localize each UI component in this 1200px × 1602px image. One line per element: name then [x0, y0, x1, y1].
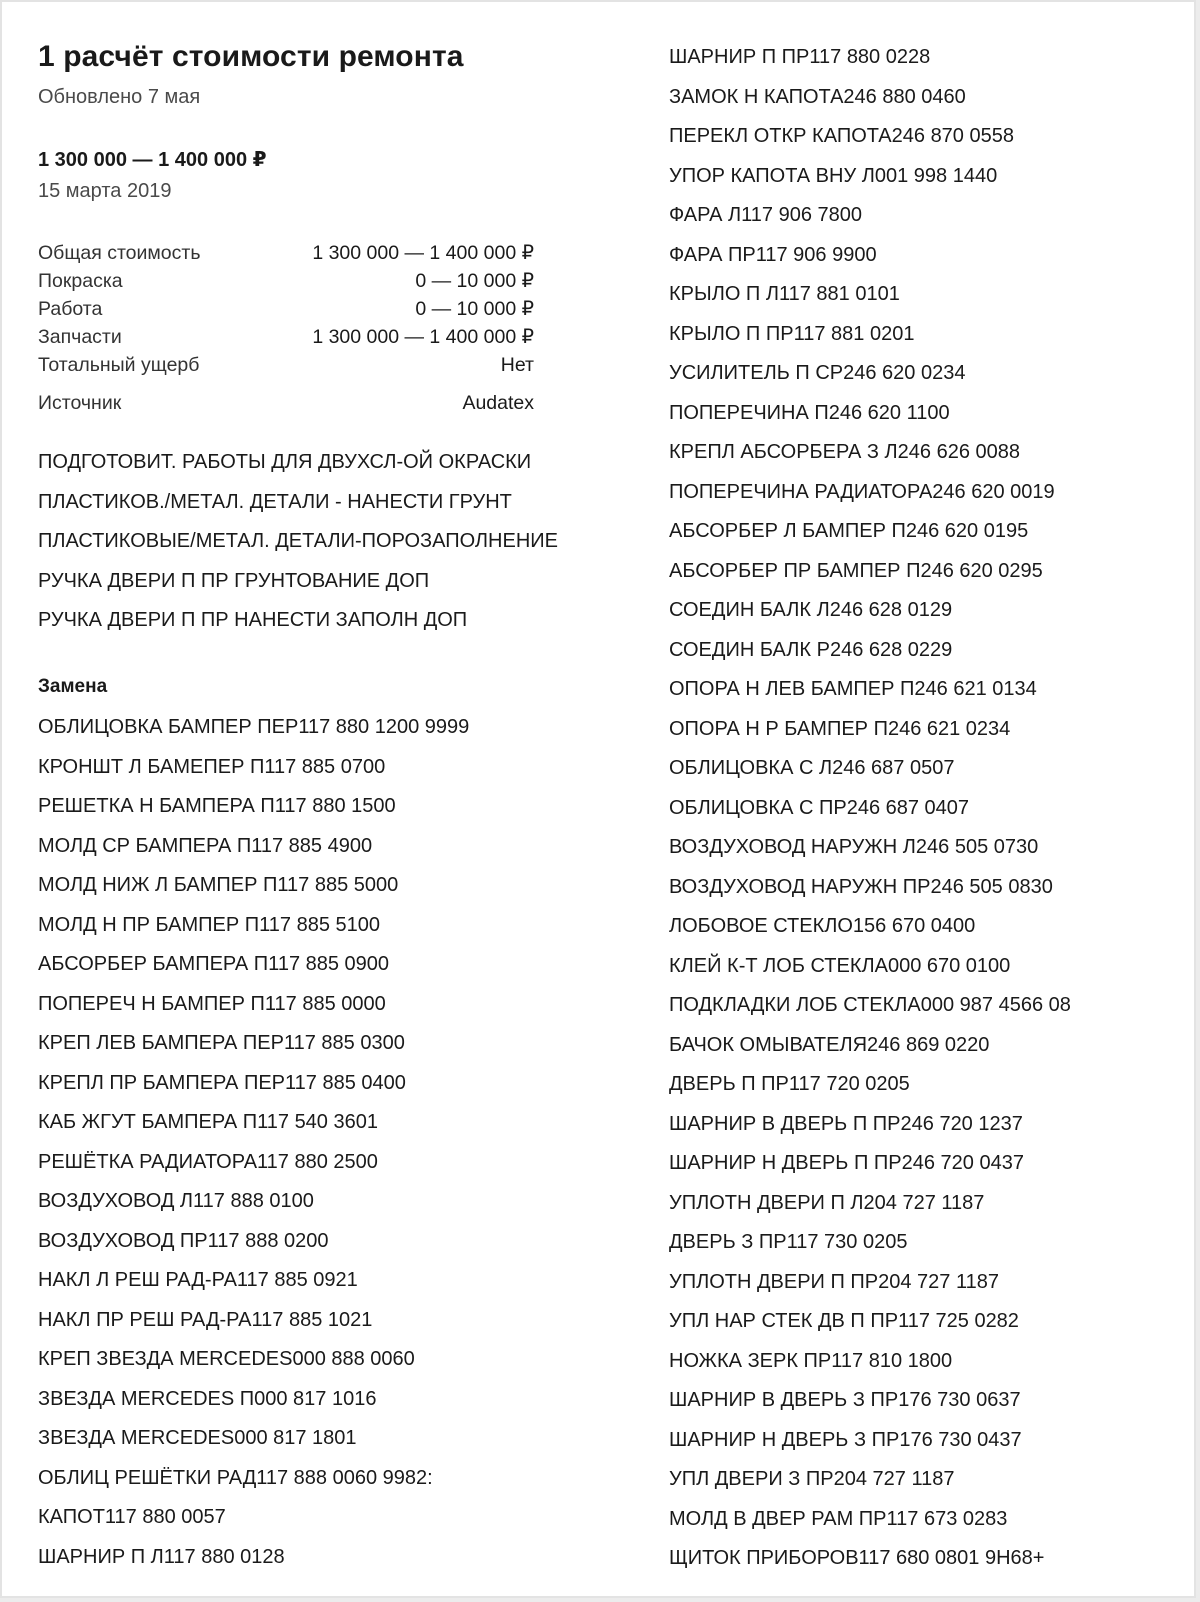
part-item: МОЛД НИЖ Л БАМПЕР П117 885 5000: [38, 874, 399, 896]
summary-label: Общая стоимость: [38, 242, 201, 264]
part-item: НАКЛ Л РЕШ РАД-РА117 885 0921: [38, 1269, 358, 1291]
part-item: ОПОРА Н ЛЕВ БАМПЕР П246 621 0134: [669, 678, 1037, 700]
part-item: ВОЗДУХОВОД Л117 888 0100: [38, 1190, 314, 1212]
part-item: АБСОРБЕР Л БАМПЕР П246 620 0195: [669, 520, 1029, 542]
part-item: МОЛД Н ПР БАМПЕР П117 885 5100: [38, 913, 381, 936]
summary-label: Работа: [38, 298, 103, 320]
part-item: АБСОРБЕР БАМПЕРА П117 885 0900: [38, 953, 390, 975]
summary-label: Покраска: [38, 270, 123, 292]
work-item: РУЧКА ДВЕРИ П ПР ГРУНТОВАНИЕ ДОП: [38, 569, 430, 592]
part-item: ЗВЕЗДА MERCEDES П000 817 1016: [38, 1387, 377, 1410]
part-item: УПЛ НАР СТЕК ДВ П ПР117 725 0282: [669, 1310, 1019, 1332]
part-item: ПОПЕРЕЧИНА РАДИАТОРА246 620 0019: [669, 480, 1055, 503]
part-item: ФАРА ПР117 906 9900: [669, 243, 877, 266]
part-item: ВОЗДУХОВОД НАРУЖН Л246 505 0730: [669, 836, 1039, 858]
part-item: КРЕПЛ АБСОРБЕРА З Л246 626 0088: [669, 441, 1020, 463]
part-item: УСИЛИТЕЛЬ П СР246 620 0234: [669, 362, 966, 384]
estimate-date: 15 марта 2019: [38, 180, 172, 202]
part-item: ЛОБОВОЕ СТЕКЛО156 670 0400: [669, 915, 976, 937]
part-item: ФАРА Л117 906 7800: [669, 204, 862, 226]
part-item: ОБЛИЦ РЕШЁТКИ РАД117 888 0060 9982:: [38, 1466, 433, 1489]
part-item: МОЛД СР БАМПЕРА П117 885 4900: [38, 834, 373, 857]
part-item: ПЕРЕКЛ ОТКР КАПОТА246 870 0558: [669, 125, 1014, 147]
part-item: ПОПЕРЕЧ Н БАМПЕР П117 885 0000: [38, 992, 386, 1015]
part-item: УПЛОТН ДВЕРИ П ПР204 727 1187: [669, 1270, 999, 1293]
replacement-list-left: [38, 715, 469, 1584]
part-item: КРОНШТ Л БАМЕПЕР П117 885 0700: [38, 755, 386, 778]
part-item: ШАРНИР Н ДВЕРЬ П ПР246 720 0437: [669, 1152, 1024, 1174]
part-item: РЕШЁТКА РАДИАТОРА117 880 2500: [38, 1150, 378, 1173]
summary-value: 0 — 10 000 ₽: [415, 298, 534, 320]
work-item: ПОДГОТОВИТ. РАБОТЫ ДЛЯ ДВУХСЛ-ОЙ ОКРАСКИ: [38, 451, 532, 473]
part-item: ЩИТОК ПРИБОРОВ117 680 0801 9Н68+: [669, 1547, 1045, 1569]
part-item: КЛЕЙ К-Т ЛОБ СТЕКЛА000 670 0100: [669, 954, 1011, 977]
part-item: ЗАМОК Н КАПОТА246 880 0460: [669, 85, 966, 108]
part-item: ЗВЕЗДА MERCEDES000 817 1801: [38, 1427, 357, 1449]
part-item: КАБ ЖГУТ БАМПЕРА П117 540 3601: [38, 1111, 378, 1133]
works-list: [38, 450, 558, 648]
summary-row-source: [38, 389, 534, 417]
replacement-list-right: [669, 45, 1071, 1586]
summary-value: 0 — 10 000 ₽: [415, 270, 534, 292]
part-item: АБСОРБЕР ПР БАМПЕР П246 620 0295: [669, 559, 1043, 582]
price-range: 1 300 000 — 1 400 000 ₽: [38, 149, 267, 171]
part-item: КРЕП ЗВЕЗДА MERCEDES000 888 0060: [38, 1348, 415, 1370]
part-item: ПОПЕРЕЧИНА П246 620 1100: [669, 401, 950, 424]
part-item: СОЕДИН БАЛК Р246 628 0229: [669, 638, 953, 661]
part-item: ОБЛИЦОВКА С ПР246 687 0407: [669, 796, 970, 819]
summary-label: Тотальный ущерб: [38, 354, 200, 376]
summary-row-painting: [38, 267, 534, 295]
part-item: ДВЕРЬ П ПР117 720 0205: [669, 1073, 910, 1095]
part-item: КРЕП ЛЕВ БАМПЕРА ПЕР117 885 0300: [38, 1032, 405, 1054]
part-item: КРЫЛО П Л117 881 0101: [669, 283, 900, 305]
work-item: РУЧКА ДВЕРИ П ПР НАНЕСТИ ЗАПОЛН ДОП: [38, 609, 468, 631]
part-item: ДВЕРЬ З ПР117 730 0205: [669, 1231, 908, 1253]
summary-row-total: [38, 239, 534, 267]
part-item: МОЛД В ДВЕР РАМ ПР117 673 0283: [669, 1507, 1008, 1530]
part-item: ОПОРА Н Р БАМПЕР П246 621 0234: [669, 717, 1011, 740]
cost-summary: [38, 239, 534, 417]
part-item: УПЛ ДВЕРИ З ПР204 727 1187: [669, 1468, 955, 1490]
part-item: РЕШЕТКА Н БАМПЕРА П117 880 1500: [38, 795, 396, 817]
part-item: ВОЗДУХОВОД НАРУЖН ПР246 505 0830: [669, 875, 1053, 898]
part-item: УПЛОТН ДВЕРИ П Л204 727 1187: [669, 1191, 985, 1214]
work-item: ПЛАСТИКОВ./МЕТАЛ. ДЕТАЛИ - НАНЕСТИ ГРУНТ: [38, 490, 512, 513]
summary-value: 1 300 000 — 1 400 000 ₽: [312, 326, 534, 348]
part-item: ОБЛИЦОВКА БАМПЕР ПЕР117 880 1200 9999: [38, 716, 470, 738]
work-item: ПЛАСТИКОВЫЕ/МЕТАЛ. ДЕТАЛИ-ПОРОЗАПОЛНЕНИЕ: [38, 530, 558, 552]
summary-row-parts: [38, 323, 534, 351]
part-item: ШАРНИР Н ДВЕРЬ З ПР176 730 0437: [669, 1428, 1022, 1451]
part-item: ШАРНИР П ПР117 880 0228: [669, 46, 931, 68]
part-item: ШАРНИР В ДВЕРЬ З ПР176 730 0637: [669, 1389, 1021, 1411]
summary-value: Нет: [500, 354, 534, 376]
summary-label: Запчасти: [38, 326, 122, 348]
part-item: НАКЛ ПР РЕШ РАД-РА117 885 1021: [38, 1308, 373, 1331]
part-item: СОЕДИН БАЛК Л246 628 0129: [669, 599, 953, 621]
summary-label: Источник: [38, 392, 122, 414]
summary-row-total-loss: [38, 351, 534, 379]
page-title: 1 расчёт стоимости ремонта: [38, 40, 464, 73]
part-item: ВОЗДУХОВОД ПР117 888 0200: [38, 1229, 329, 1252]
updated-date: Обновлено 7 мая: [38, 86, 201, 108]
part-item: ШАРНИР П Л117 880 0128: [38, 1545, 285, 1568]
part-item: БАЧОК ОМЫВАТЕЛЯ246 869 0220: [669, 1033, 990, 1056]
part-item: ПОДКЛАДКИ ЛОБ СТЕКЛА000 987 4566 08: [669, 994, 1071, 1016]
part-item: КРЕПЛ ПР БАМПЕРА ПЕР117 885 0400: [38, 1071, 406, 1094]
part-item: УПОР КАПОТА ВНУ Л001 998 1440: [669, 164, 998, 187]
part-item: КРЫЛО П ПР117 881 0201: [669, 322, 915, 345]
summary-value: Audatex: [462, 392, 534, 414]
part-item: ШАРНИР В ДВЕРЬ П ПР246 720 1237: [669, 1112, 1023, 1135]
part-item: ОБЛИЦОВКА С Л246 687 0507: [669, 757, 955, 779]
part-item: КАПОТ117 880 0057: [38, 1506, 226, 1528]
summary-row-labor: [38, 295, 534, 323]
summary-value: 1 300 000 — 1 400 000 ₽: [312, 242, 534, 264]
part-item: НОЖКА ЗЕРК ПР117 810 1800: [669, 1349, 953, 1372]
replacement-heading: Замена: [38, 676, 108, 697]
